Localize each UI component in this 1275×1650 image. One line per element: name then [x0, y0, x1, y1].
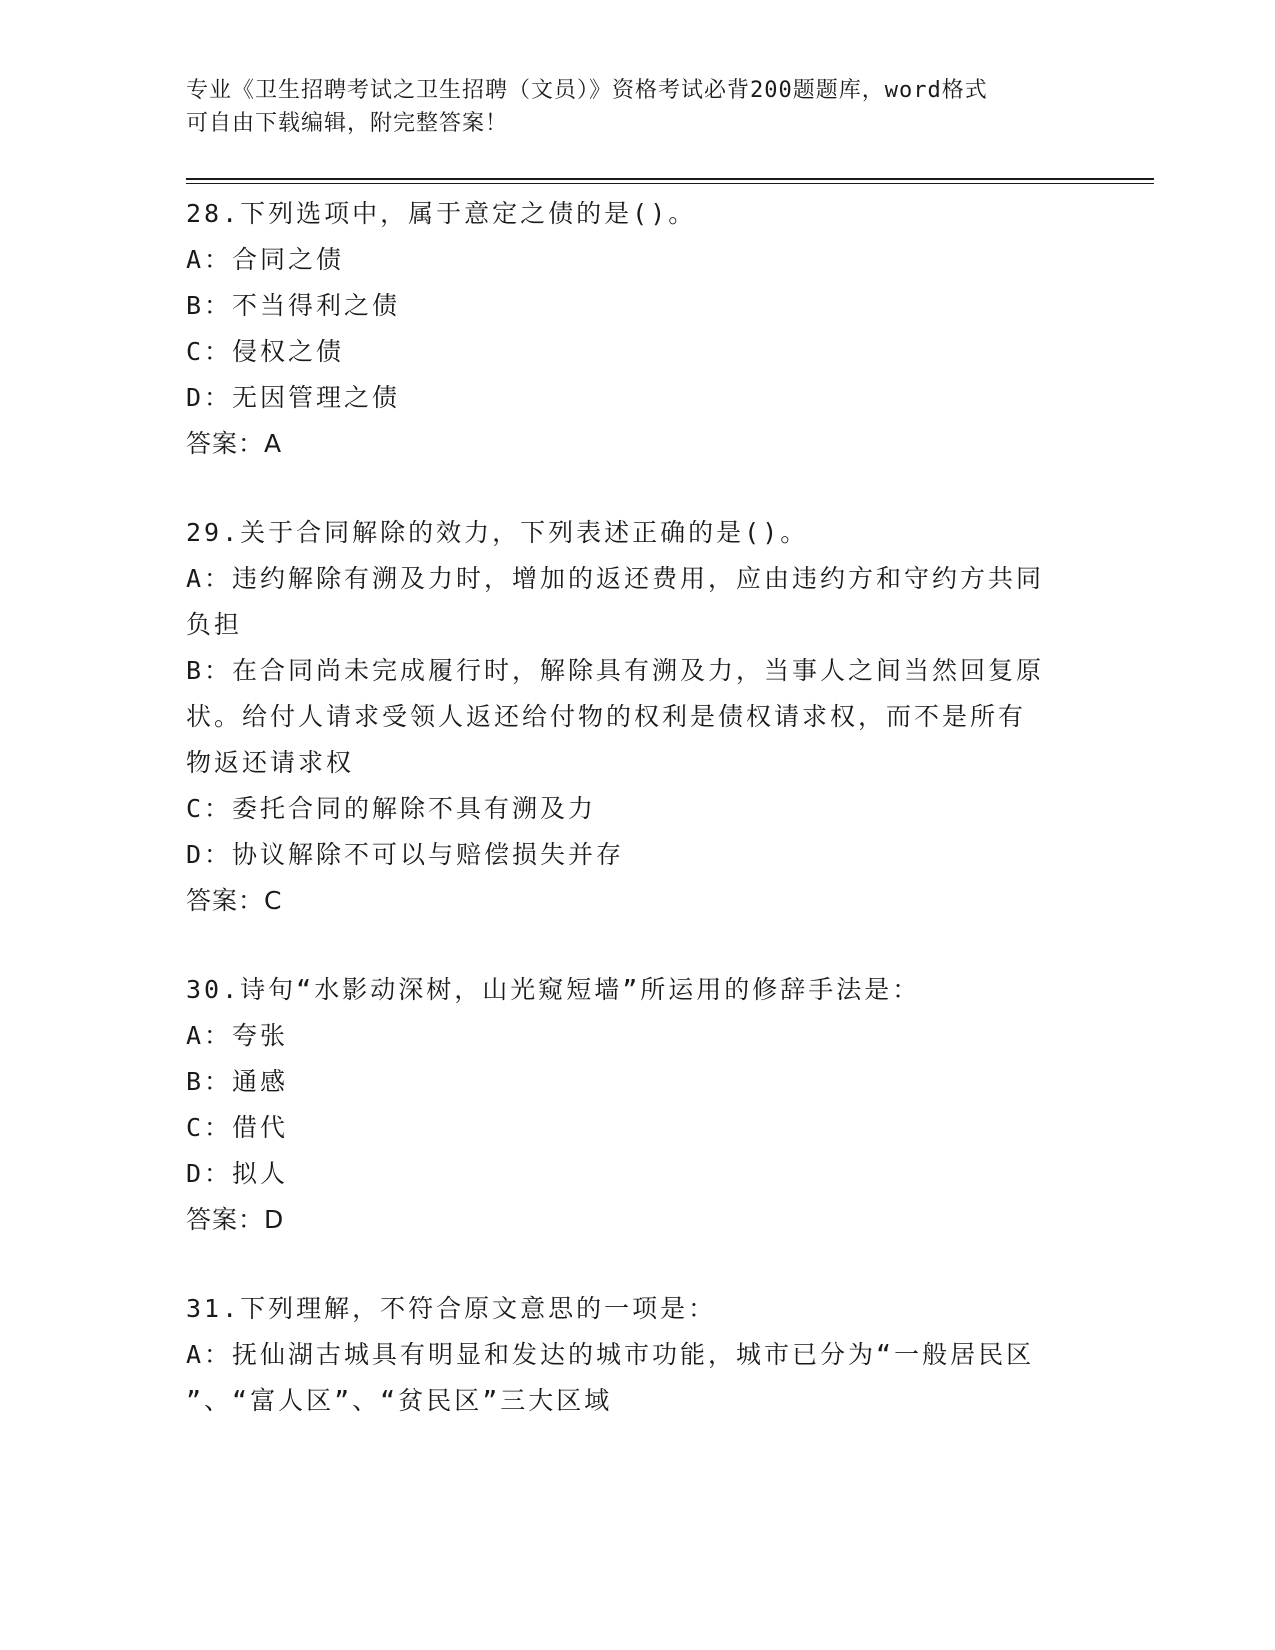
question-item — [186, 510, 1086, 924]
option-line: A：违约解除有溯及力时，增加的返还费用，应由违约方和守约方共同 — [186, 564, 1045, 593]
answer-label: 答案：D — [186, 1205, 285, 1234]
option-line: B：通感 — [186, 1067, 289, 1096]
header-title-line-2: 可自由下载编辑，附完整答案！ — [186, 111, 509, 136]
question-stem: 30.诗句“水影动深树，山光窥短墙”所运用的修辞手法是： — [186, 975, 921, 1004]
question-stem: 29.关于合同解除的效力，下列表述正确的是()。 — [186, 518, 809, 547]
option-line: B：不当得利之债 — [186, 291, 401, 320]
option-line: C：侵权之债 — [186, 337, 345, 366]
option-line: C：委托合同的解除不具有溯及力 — [186, 794, 597, 823]
header-divider-thick — [186, 178, 1154, 180]
question-stem: 31.下列理解，不符合原文意思的一项是： — [186, 1294, 717, 1323]
question-list — [186, 191, 1086, 1467]
question-item — [186, 967, 1086, 1243]
option-line: D：无因管理之债 — [186, 383, 401, 412]
option-line: B：在合同尚未完成履行时，解除具有溯及力，当事人之间当然回复原 — [186, 656, 1045, 685]
option-line: A：夸张 — [186, 1021, 289, 1050]
question-item — [186, 1286, 1086, 1424]
option-line: ”、“富人区”、“贫民区”三大区域 — [186, 1386, 613, 1415]
question-item — [186, 191, 1086, 467]
option-line: D：拟人 — [186, 1159, 289, 1188]
option-line: 负担 — [186, 610, 243, 639]
answer-label: 答案：A — [186, 429, 283, 458]
option-line: C：借代 — [186, 1113, 289, 1142]
option-line: 状。给付人请求受领人返还给付物的权利是债权请求权，而不是所有 — [186, 702, 1027, 731]
document-header — [186, 74, 1066, 140]
answer-label: 答案：C — [186, 886, 283, 915]
option-line: 物返还请求权 — [186, 748, 355, 777]
header-divider-thin — [186, 183, 1154, 184]
option-line: A：抚仙湖古城具有明显和发达的城市功能，城市已分为“一般居民区 — [186, 1340, 1035, 1369]
option-line: D：协议解除不可以与赔偿损失并存 — [186, 840, 625, 869]
question-stem: 28.下列选项中，属于意定之债的是()。 — [186, 199, 697, 228]
header-title-line-1: 专业《卫生招聘考试之卫生招聘（文员）》资格考试必背200题题库，word格式 — [186, 78, 988, 103]
option-line: A：合同之债 — [186, 245, 345, 274]
